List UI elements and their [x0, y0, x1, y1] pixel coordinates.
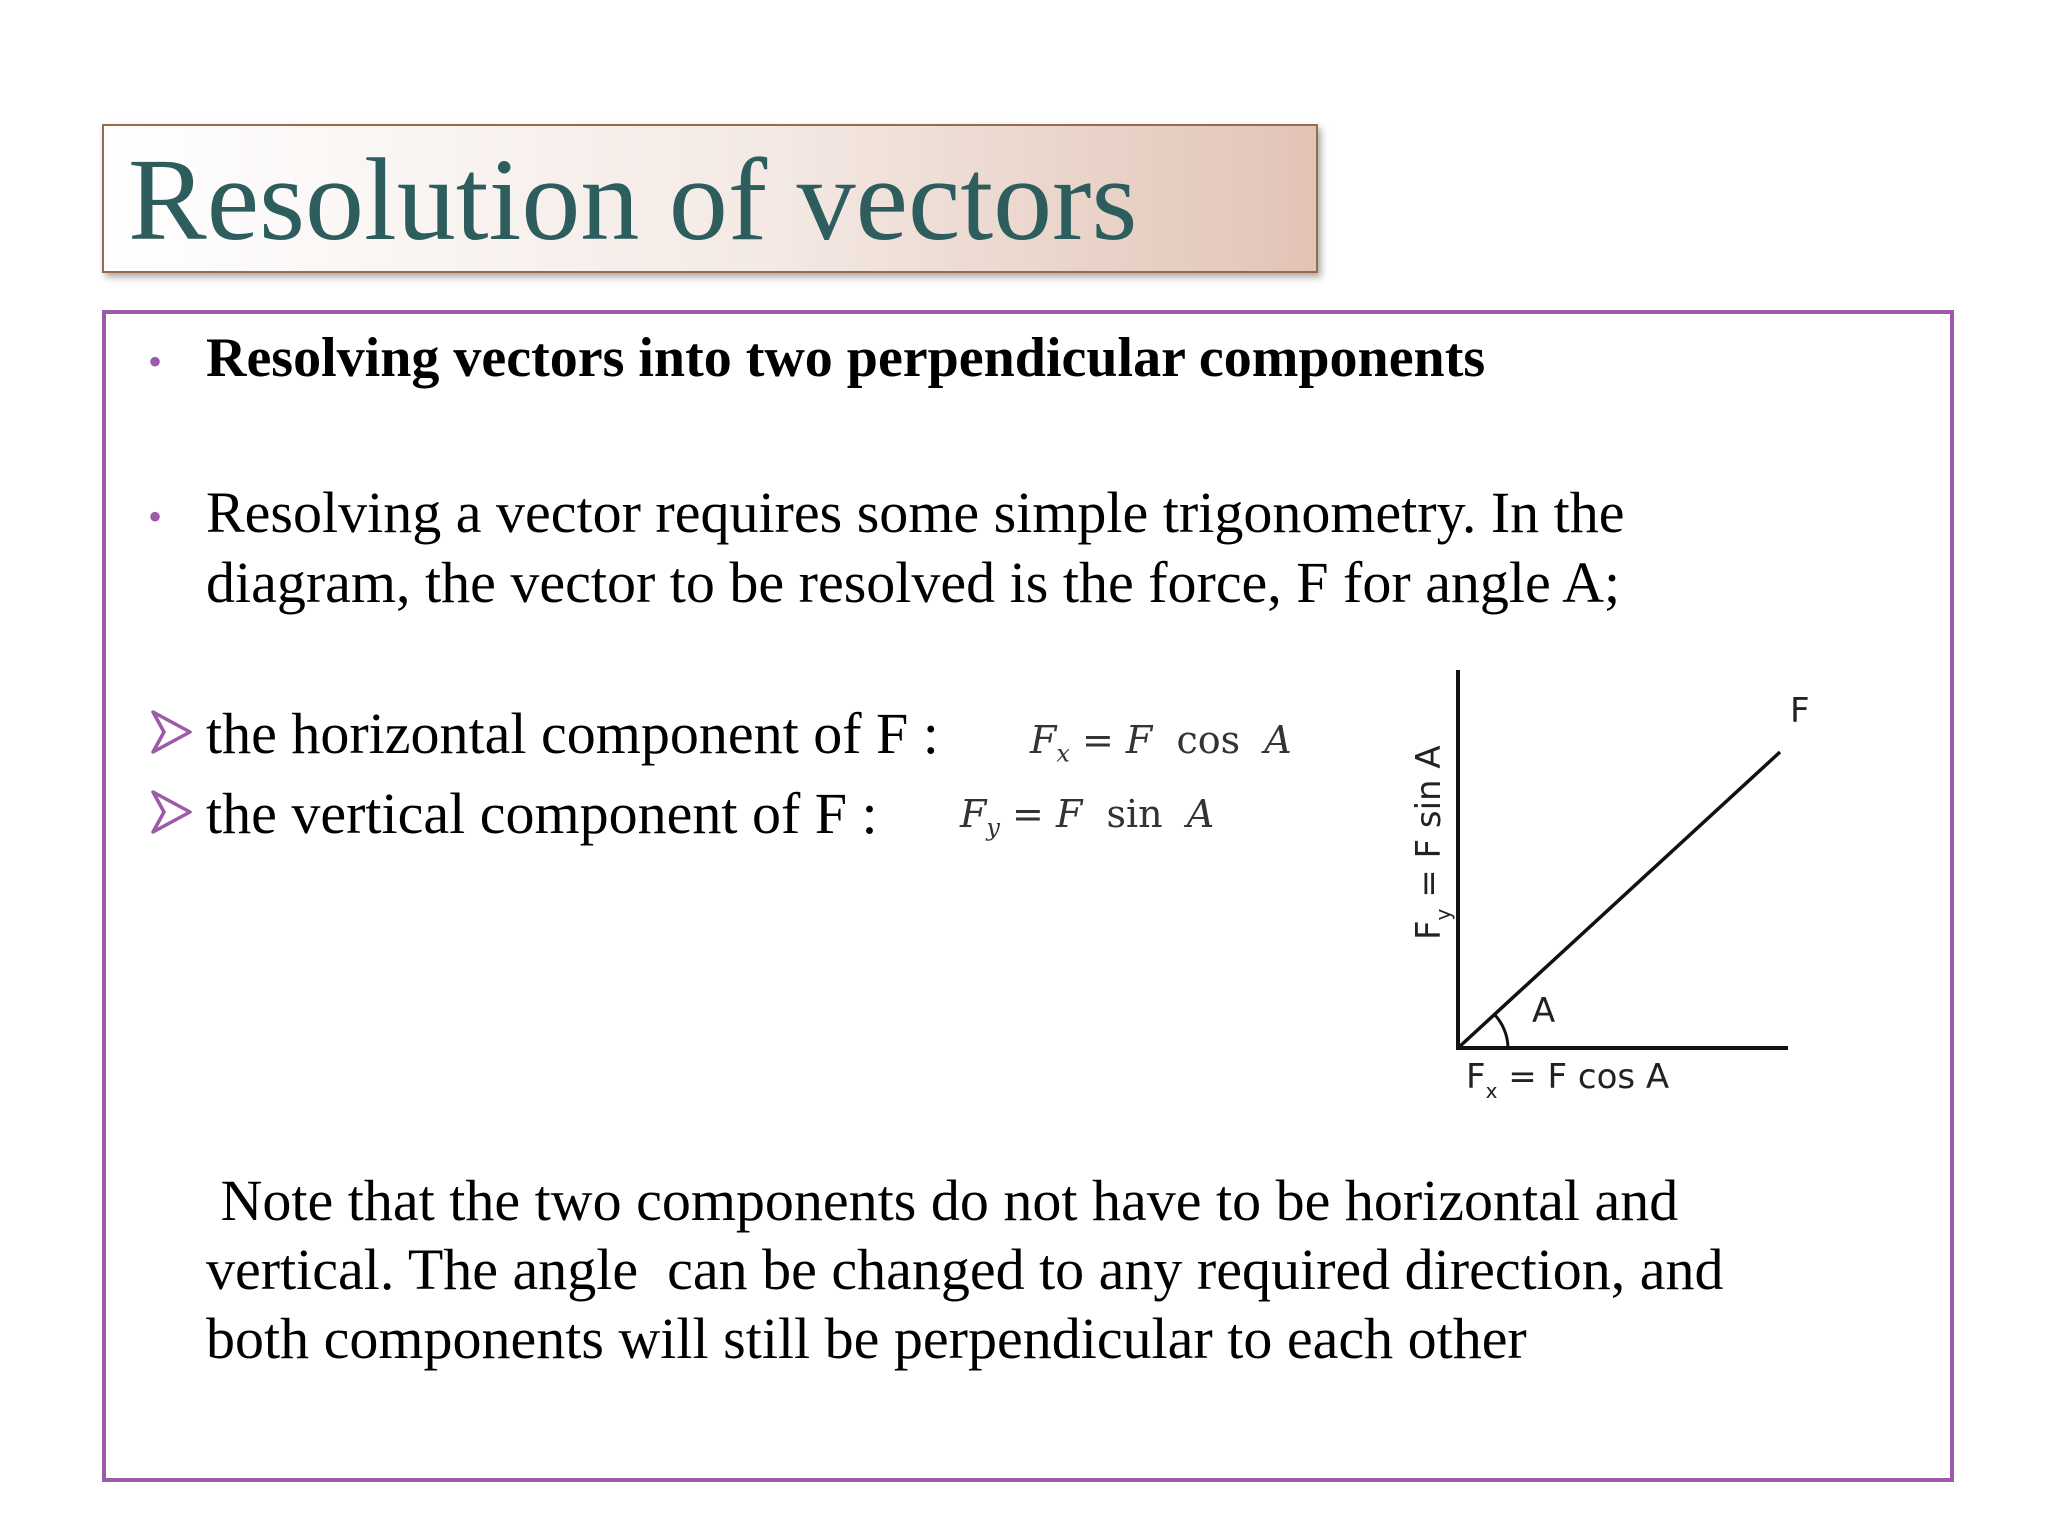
- bullet-heading: Resolving vectors into two perpendicular components: [206, 327, 1486, 389]
- fx-component-label: $F_x = F$ cos A: [1466, 1057, 1670, 1103]
- bullet-dot-icon: •: [148, 339, 163, 384]
- fx-formula: $F_x = F$ cos A: [1030, 718, 1292, 768]
- note-line-1: Note that the two components do not have to be horizontal and: [206, 1168, 1679, 1233]
- bullet-body-line-1: Resolving a vector requires some simple trigonometry. In the: [206, 480, 1625, 545]
- force-vector-line: [1458, 752, 1780, 1048]
- arrow-bullet-icon: [150, 710, 192, 754]
- fy-formula: $F_y = F$ sin A: [960, 792, 1215, 842]
- arrow-bullet-icon: [150, 790, 192, 834]
- bullet-body-line-2: diagram, the vector to be resolved is the force, F for angle A;: [206, 550, 1621, 615]
- vector-resolution-diagram: [1390, 660, 1810, 1120]
- angle-arc: [1494, 1014, 1508, 1048]
- slide-title: Resolution of vectors: [128, 134, 1138, 265]
- note-line-3: both components will still be perpendicular to each other: [206, 1306, 1527, 1371]
- vertical-component-label: the vertical component of F :: [206, 781, 878, 846]
- bullet-dot-icon: •: [148, 494, 163, 539]
- vector-f-label: F: [1790, 691, 1810, 731]
- fy-component-label: $F_y = F$ sin A: [1409, 745, 1455, 940]
- note-line-2: vertical. The angle can be changed to any required direction, and: [206, 1237, 1724, 1302]
- horizontal-component-label: the horizontal component of F :: [206, 701, 939, 766]
- angle-a-label: A: [1532, 991, 1556, 1031]
- title-banner: [102, 124, 1318, 273]
